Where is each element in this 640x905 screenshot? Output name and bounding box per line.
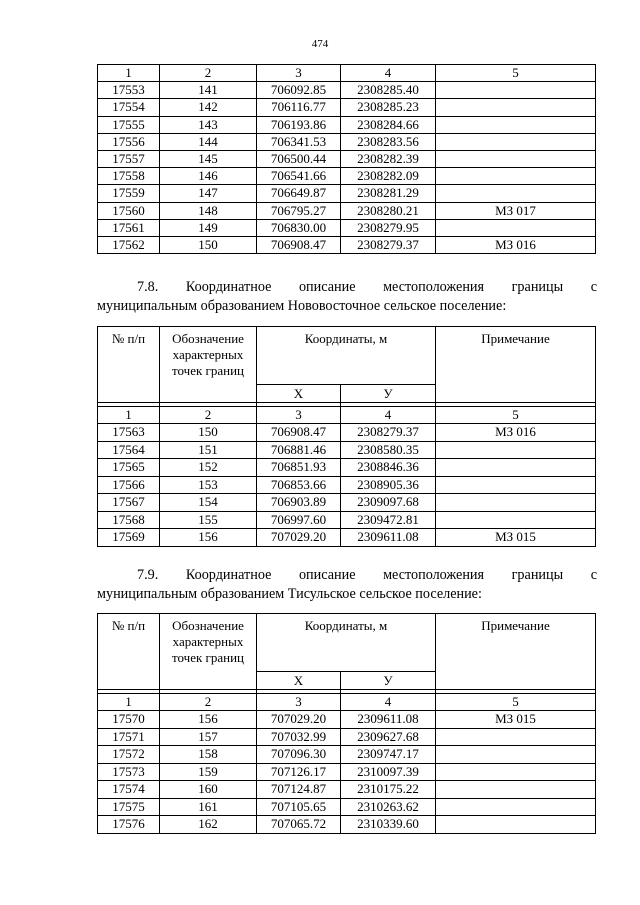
cell-x: 706903.89	[257, 494, 341, 512]
cell-y: 2309611.08	[341, 529, 436, 547]
cell-point-id: 17565	[98, 459, 160, 477]
cell-y: 2308282.39	[341, 150, 436, 167]
table-row	[98, 99, 596, 116]
cell-point-label: 154	[160, 494, 257, 512]
column-number: 4	[341, 65, 436, 82]
table-row	[98, 441, 596, 459]
cell-y: 2310175.22	[341, 781, 436, 799]
cell-x: 706649.87	[257, 185, 341, 202]
cell-point-id: 17563	[98, 424, 160, 442]
cell-y: 2308281.29	[341, 185, 436, 202]
column-number: 2	[160, 407, 257, 424]
cell-point-label: 145	[160, 150, 257, 167]
cell-point-id: 17567	[98, 494, 160, 512]
cell-note	[436, 728, 596, 746]
coordinates-table-novovostochnoe	[97, 326, 596, 547]
section-number: 7.8.	[137, 279, 159, 295]
cell-x: 706500.44	[257, 150, 341, 167]
cell-note	[436, 219, 596, 236]
cell-point-label: 161	[160, 798, 257, 816]
cell-point-label: 157	[160, 728, 257, 746]
table-row	[98, 476, 596, 494]
cell-x: 707032.99	[257, 728, 341, 746]
column-number: 4	[341, 694, 436, 711]
cell-point-label: 143	[160, 116, 257, 133]
column-number: 3	[257, 694, 341, 711]
cell-note	[436, 476, 596, 494]
cell-point-label: 149	[160, 219, 257, 236]
cell-x: 706853.66	[257, 476, 341, 494]
cell-x: 707029.20	[257, 711, 341, 729]
column-number: 3	[257, 65, 341, 82]
cell-y: 2308285.40	[341, 82, 436, 99]
cell-point-label: 152	[160, 459, 257, 477]
cell-note	[436, 459, 596, 477]
cell-y: 2308280.21	[341, 202, 436, 219]
cell-x: 706341.53	[257, 133, 341, 150]
header-note: Примечание	[436, 614, 596, 690]
coordinates-table-tisulskoe	[97, 613, 596, 834]
cell-point-label: 151	[160, 441, 257, 459]
cell-point-id: 17566	[98, 476, 160, 494]
column-number: 5	[436, 65, 596, 82]
table-row	[98, 82, 596, 99]
cell-x: 707096.30	[257, 746, 341, 764]
cell-point-label: 141	[160, 82, 257, 99]
cell-x: 707029.20	[257, 529, 341, 547]
cell-note	[436, 494, 596, 512]
cell-note	[436, 781, 596, 799]
cell-note: МЗ 015	[436, 529, 596, 547]
cell-x: 706908.47	[257, 424, 341, 442]
cell-note	[436, 168, 596, 185]
cell-note: МЗ 016	[436, 236, 596, 253]
table-row	[98, 219, 596, 236]
cell-x: 706092.85	[257, 82, 341, 99]
cell-y: 2308283.56	[341, 133, 436, 150]
cell-point-id: 17570	[98, 711, 160, 729]
cell-point-id: 17557	[98, 150, 160, 167]
cell-point-id: 17573	[98, 763, 160, 781]
cell-point-id: 17575	[98, 798, 160, 816]
cell-note	[436, 82, 596, 99]
table-row	[98, 133, 596, 150]
cell-x: 707126.17	[257, 763, 341, 781]
header-x: Х	[257, 672, 341, 690]
section-7-8-heading	[97, 278, 597, 316]
column-number: 1	[98, 65, 160, 82]
cell-point-label: 148	[160, 202, 257, 219]
header-coordinates: Координаты, м	[257, 327, 436, 385]
cell-point-id: 17569	[98, 529, 160, 547]
cell-point-id: 17564	[98, 441, 160, 459]
cell-point-id: 17555	[98, 116, 160, 133]
header-coordinates: Координаты, м	[257, 614, 436, 672]
cell-point-label: 160	[160, 781, 257, 799]
cell-y: 2308282.09	[341, 168, 436, 185]
cell-note	[436, 99, 596, 116]
cell-x: 706795.27	[257, 202, 341, 219]
column-number: 5	[436, 407, 596, 424]
column-number: 2	[160, 694, 257, 711]
cell-point-id: 17559	[98, 185, 160, 202]
table-row	[98, 459, 596, 477]
cell-point-label: 159	[160, 763, 257, 781]
table-row	[98, 511, 596, 529]
cell-point-id: 17572	[98, 746, 160, 764]
cell-note	[436, 185, 596, 202]
section-text: Координатное описание местоположения границы с	[185, 279, 597, 295]
table-row	[98, 728, 596, 746]
column-number: 1	[98, 407, 160, 424]
cell-y: 2310339.60	[341, 816, 436, 834]
cell-note	[436, 763, 596, 781]
cell-note	[436, 511, 596, 529]
cell-y: 2309747.17	[341, 746, 436, 764]
cell-point-label: 147	[160, 185, 257, 202]
table-row	[98, 236, 596, 253]
cell-point-id: 17568	[98, 511, 160, 529]
column-number: 5	[436, 694, 596, 711]
cell-point-id: 17574	[98, 781, 160, 799]
table-row	[98, 202, 596, 219]
table-row	[98, 746, 596, 764]
table-row	[98, 116, 596, 133]
cell-point-id: 17561	[98, 219, 160, 236]
header-number: № п/п	[98, 327, 160, 403]
cell-note: МЗ 017	[436, 202, 596, 219]
table-row	[98, 185, 596, 202]
cell-x: 706541.66	[257, 168, 341, 185]
header-x: Х	[257, 385, 341, 403]
header-point-designation: Обозначение характерных точек границ	[160, 614, 257, 690]
cell-point-id: 17558	[98, 168, 160, 185]
cell-point-id: 17576	[98, 816, 160, 834]
cell-point-label: 156	[160, 711, 257, 729]
cell-point-label: 153	[160, 476, 257, 494]
coordinates-table-continued	[97, 64, 596, 254]
section-7-9-heading	[97, 566, 597, 604]
cell-y: 2310263.62	[341, 798, 436, 816]
cell-point-label: 155	[160, 511, 257, 529]
cell-note	[436, 798, 596, 816]
cell-y: 2308279.95	[341, 219, 436, 236]
cell-x: 706908.47	[257, 236, 341, 253]
cell-y: 2308279.37	[341, 236, 436, 253]
table-row	[98, 424, 596, 442]
column-number: 1	[98, 694, 160, 711]
cell-y: 2308279.37	[341, 424, 436, 442]
table-row	[98, 150, 596, 167]
column-number: 4	[341, 407, 436, 424]
cell-y: 2309611.08	[341, 711, 436, 729]
page-number: 474	[311, 38, 329, 50]
header-number: № п/п	[98, 614, 160, 690]
cell-x: 706830.00	[257, 219, 341, 236]
cell-x: 707065.72	[257, 816, 341, 834]
cell-note: МЗ 015	[436, 711, 596, 729]
cell-point-label: 162	[160, 816, 257, 834]
cell-x: 706116.77	[257, 99, 341, 116]
cell-point-label: 158	[160, 746, 257, 764]
cell-note	[436, 816, 596, 834]
cell-y: 2309097.68	[341, 494, 436, 512]
cell-point-label: 142	[160, 99, 257, 116]
column-number-row	[98, 65, 596, 82]
table-row	[98, 816, 596, 834]
table-row	[98, 798, 596, 816]
cell-y: 2308846.36	[341, 459, 436, 477]
section-text-line2: муниципальным образованием Нововосточное сельское поселение:	[97, 298, 507, 314]
section-text-line2: муниципальным образованием Тисульское сельское поселение:	[97, 586, 482, 602]
cell-y: 2310097.39	[341, 763, 436, 781]
cell-point-id: 17562	[98, 236, 160, 253]
table-row	[98, 711, 596, 729]
table-body	[98, 424, 596, 547]
cell-y: 2309472.81	[341, 511, 436, 529]
cell-point-id: 17554	[98, 99, 160, 116]
cell-x: 707105.65	[257, 798, 341, 816]
table-body	[98, 82, 596, 254]
header-y: У	[341, 385, 436, 403]
cell-y: 2308285.23	[341, 99, 436, 116]
cell-y: 2308580.35	[341, 441, 436, 459]
cell-point-label: 144	[160, 133, 257, 150]
cell-y: 2309627.68	[341, 728, 436, 746]
column-number-row	[98, 694, 596, 711]
cell-note	[436, 150, 596, 167]
cell-note	[436, 441, 596, 459]
cell-point-label: 150	[160, 236, 257, 253]
cell-x: 706193.86	[257, 116, 341, 133]
cell-y: 2308284.66	[341, 116, 436, 133]
header-point-designation: Обозначение характерных точек границ	[160, 327, 257, 403]
cell-note	[436, 133, 596, 150]
cell-point-label: 150	[160, 424, 257, 442]
cell-point-id: 17556	[98, 133, 160, 150]
cell-point-label: 146	[160, 168, 257, 185]
cell-x: 707124.87	[257, 781, 341, 799]
cell-point-label: 156	[160, 529, 257, 547]
cell-x: 706851.93	[257, 459, 341, 477]
column-number: 3	[257, 407, 341, 424]
section-text: Координатное описание местоположения границы с	[185, 567, 597, 583]
cell-note	[436, 746, 596, 764]
cell-note	[436, 116, 596, 133]
header-y: У	[341, 672, 436, 690]
cell-point-id: 17553	[98, 82, 160, 99]
table-row	[98, 781, 596, 799]
cell-x: 706997.60	[257, 511, 341, 529]
cell-note: МЗ 016	[436, 424, 596, 442]
table-body	[98, 711, 596, 834]
column-number: 2	[160, 65, 257, 82]
cell-point-id: 17571	[98, 728, 160, 746]
cell-point-id: 17560	[98, 202, 160, 219]
cell-x: 706881.46	[257, 441, 341, 459]
cell-y: 2308905.36	[341, 476, 436, 494]
table-row	[98, 763, 596, 781]
table-row	[98, 494, 596, 512]
table-row	[98, 168, 596, 185]
section-number: 7.9.	[137, 567, 159, 583]
header-note: Примечание	[436, 327, 596, 403]
column-number-row	[98, 407, 596, 424]
table-row	[98, 529, 596, 547]
